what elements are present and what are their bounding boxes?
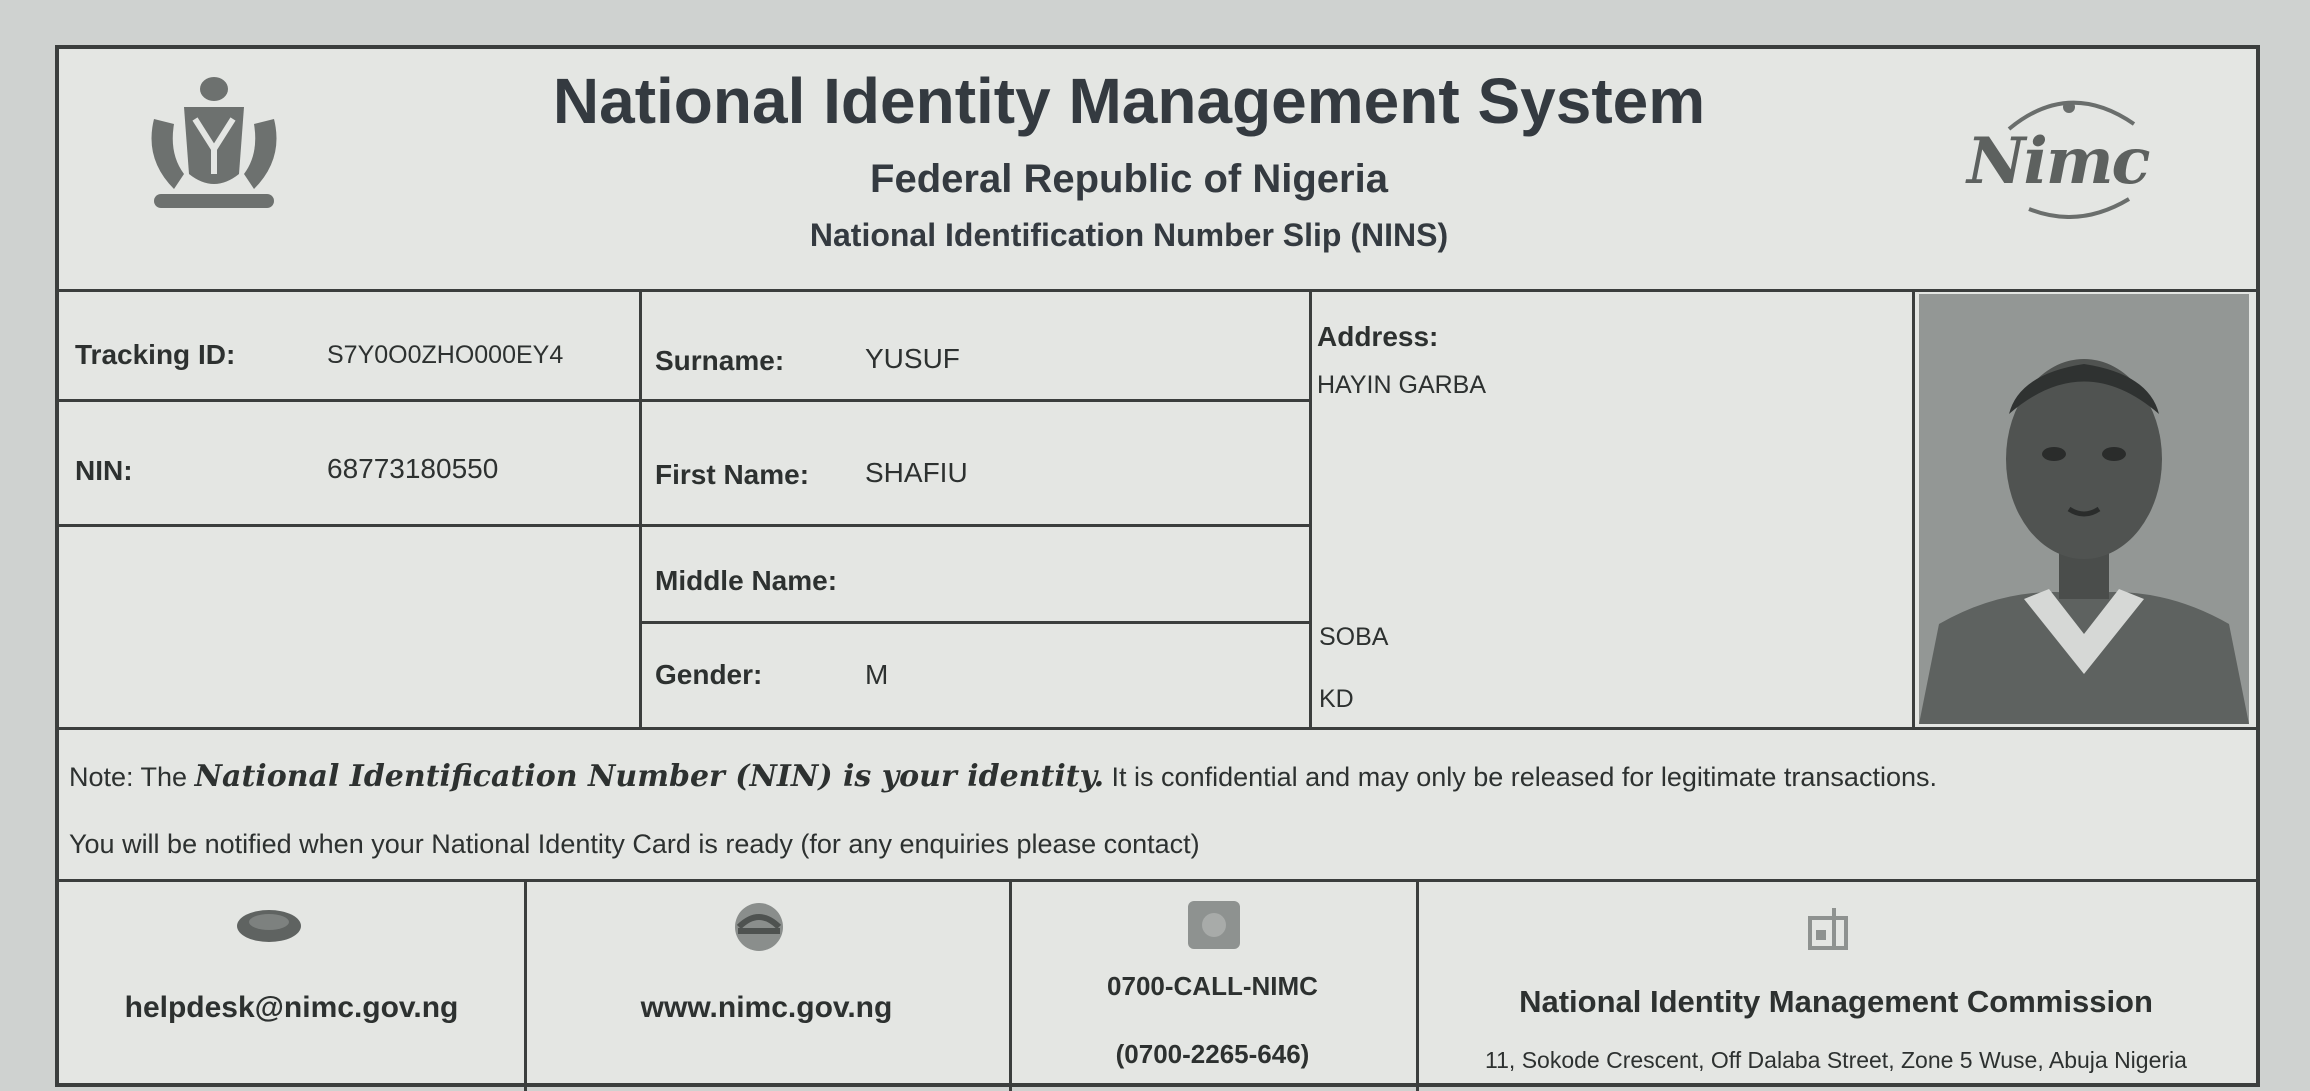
tracking-id-value: S7Y0O0ZHO000EY4 (327, 341, 564, 369)
email-icon (234, 904, 304, 949)
page-subtitle: Federal Republic of Nigeria (870, 157, 1388, 201)
website-link[interactable]: www.nimc.gov.ng (640, 991, 893, 1024)
page-title: National Identity Management System (552, 65, 1706, 137)
first-name-value: SHAFIU (865, 457, 968, 488)
nimc-logo (1939, 69, 2199, 219)
middle-name-label: Middle Name: (655, 565, 838, 596)
note-rest: It is confidential and may only be released for legitimate transactions. (1104, 762, 1937, 792)
building-icon (1804, 904, 1854, 959)
nin-slip (55, 45, 2260, 1087)
holder-photo (1919, 294, 2249, 724)
first-name-label: First Name: (655, 459, 810, 490)
org-address: 11, Sokode Crescent, Off Dalaba Street, Zone 5 Wuse, Abuja Nigeria (1485, 1047, 2187, 1073)
surname-value: YUSUF (865, 343, 960, 374)
surname-label: Surname: (655, 345, 785, 376)
helpdesk-email-link[interactable]: helpdesk@nimc.gov.ng (124, 991, 459, 1024)
gender-label: Gender: (655, 659, 763, 690)
note-line-2: You will be notified when your National Identity Card is ready (for any enquiries please contact) (69, 829, 1200, 859)
address-state: KD (1319, 685, 1354, 713)
globe-icon (724, 897, 794, 962)
gender-value: M (865, 659, 889, 690)
phone-text[interactable]: 0700-CALL-NIMC (1107, 971, 1318, 1001)
address-line: HAYIN GARBA (1317, 371, 1487, 399)
tracking-id-label: Tracking ID: (75, 339, 236, 370)
phone-number[interactable]: (0700-2265-646) (1115, 1039, 1310, 1069)
note-line-1 (69, 759, 1937, 794)
nin-value: 68773180550 (327, 453, 499, 484)
org-name: National Identity Management Commission (1519, 984, 2153, 1019)
slip-title: National Identification Number Slip (NINS) (809, 217, 1449, 253)
nimc-logo-text: Nimc (1967, 124, 2149, 199)
address-lga: SOBA (1319, 623, 1389, 651)
note-emphasis: National Identification Number (NIN) is your identity. (194, 759, 1105, 794)
phone-icon (1184, 897, 1244, 958)
note-prefix: Note: The (69, 762, 195, 792)
address-label: Address: (1317, 321, 1439, 352)
nin-label: NIN: (75, 455, 133, 486)
